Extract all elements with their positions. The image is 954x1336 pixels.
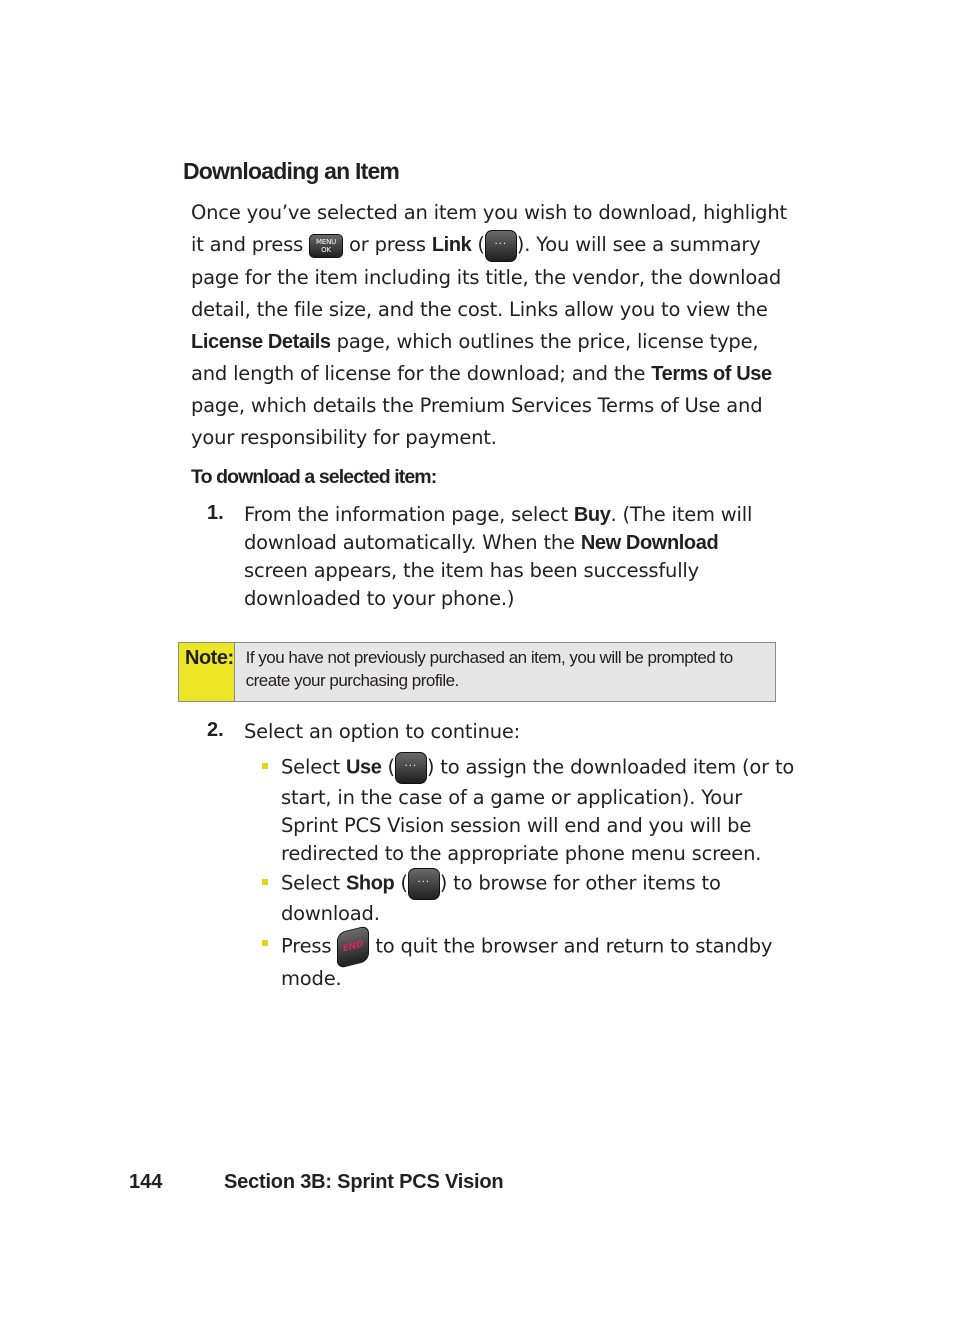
intro-paragraph: Once you’ve selected an item you wish to download, highlight it and press MENU OK or press Link ( ··· ). You will see a summary page for the item including its title, the vendor, the download detail, the file size, and the cost. Links allow you to view the License Details page, which outlines the price, license type, and length of license for the download; and the Terms of Use page, which details the Premium Services Terms of Use and your responsibility for payment. — [191, 201, 787, 449]
note-text: If you have not previously purchased an item, you will be prompted to create your purchasing profile. — [245, 648, 733, 690]
step-2-number: 2. — [207, 719, 224, 741]
note-box — [178, 642, 776, 702]
buy-term: Buy — [573, 504, 611, 526]
bullet-press-end-text: Press END to quit the browser and return to standby mode. — [281, 929, 801, 993]
bullet-square-icon — [262, 763, 268, 769]
step-1-text: From the information page, select Buy. (The item will download automatically. When the New Download screen appears, the item has been successfully downloaded to your phone.) — [244, 503, 753, 610]
end-key-icon: END — [337, 925, 369, 969]
use-term: Use — [345, 756, 382, 779]
left-softkey-icon: ··· — [395, 752, 427, 784]
menu-ok-key-icon: MENU OK — [309, 234, 343, 258]
note-label: Note: — [179, 643, 235, 701]
license-details-term: License Details — [191, 330, 331, 353]
bullet-use-text: Select Use ( ··· ) to assign the downloaded item (or to start, in the case of a game or application). Your Sprint PCS Vision session will end and you will be redirected to the appropriate phone menu screen. — [281, 752, 801, 868]
bullet-square-icon — [262, 879, 268, 885]
new-download-term: New Download — [580, 532, 719, 554]
terms-of-use-term: Terms of Use — [651, 362, 772, 385]
page-number: 144 — [129, 1171, 163, 1193]
shop-term: Shop — [345, 872, 395, 895]
right-softkey-icon: ··· — [485, 230, 517, 262]
bullet-shop-text: Select Shop ( ··· ) to browse for other items to download. — [281, 868, 801, 928]
section-footer: Section 3B: Sprint PCS Vision — [224, 1171, 504, 1193]
section-heading: Downloading an Item — [183, 158, 400, 184]
step-2-text: Select an option to continue: — [244, 720, 521, 743]
procedure-subheading: To download a selected item: — [191, 466, 437, 488]
step-1-number: 1. — [207, 502, 224, 524]
bullet-square-icon — [262, 940, 268, 946]
right-softkey-icon: ··· — [408, 868, 440, 900]
link-term: Link — [431, 234, 472, 256]
